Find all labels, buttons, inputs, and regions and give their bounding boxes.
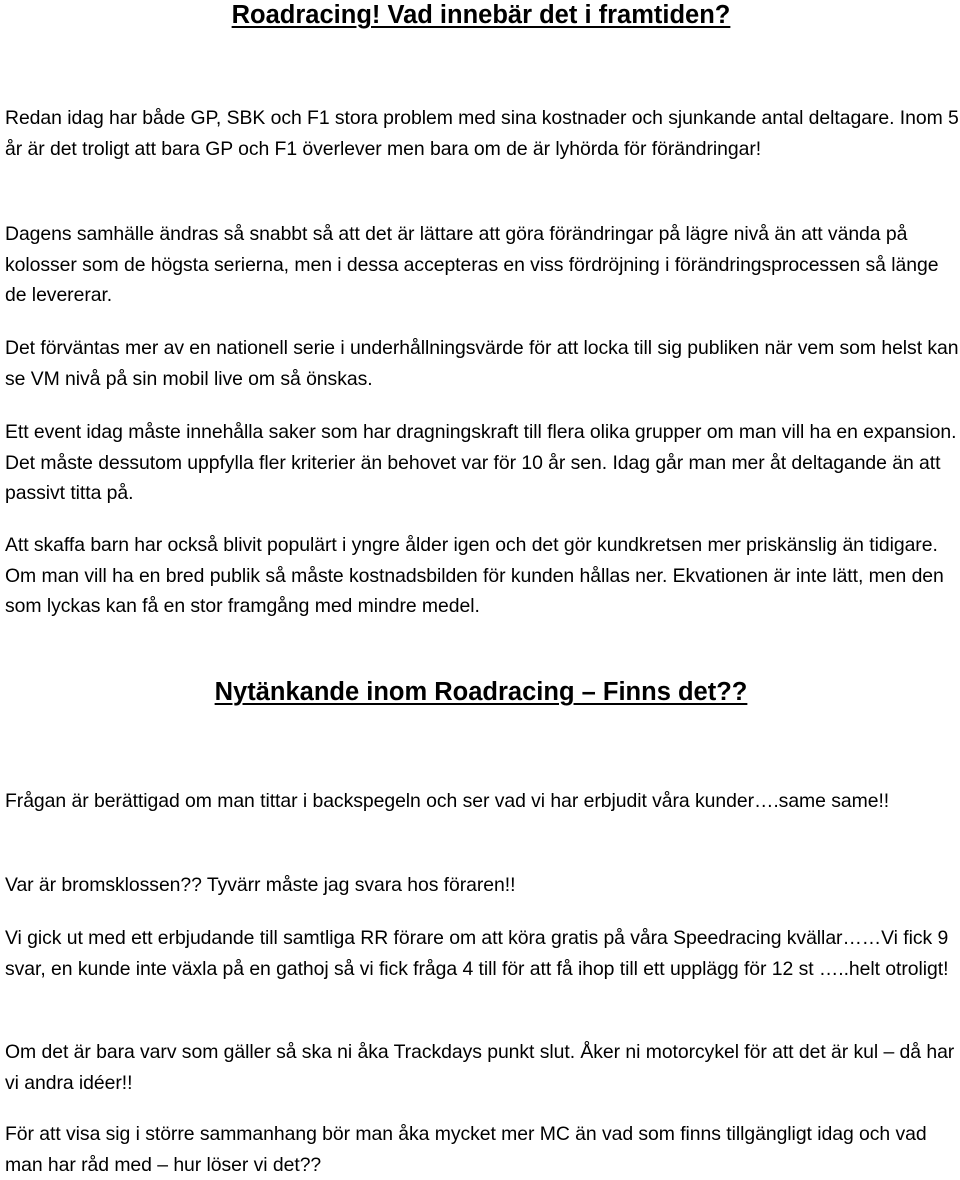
paragraph-7: Var är bromsklossen?? Tyvärr måste jag svara hos föraren!! bbox=[5, 874, 516, 896]
paragraph-6: Frågan är berättigad om man tittar i backspegeln och ser vad vi har erbjudit våra kunder….same same!! bbox=[5, 790, 890, 812]
paragraph-10: För att visa sig i större sammanhang bör man åka mycket mer MC än vad som finns tillgängligt idag och vad man har råd med – hur löser vi det?? bbox=[5, 1123, 927, 1176]
paragraph-2: Dagens samhälle ändras så snabbt så att det är lättare att göra förändringar på lägre nivå än att vända på kolosser som de högsta serierna, men i dessa accepteras en viss fördröjning i förändringsprocessen så länge de levererar. bbox=[5, 223, 939, 306]
section-heading: Nytänkande inom Roadracing – Finns det?? bbox=[214, 678, 748, 706]
paragraph-9: Om det är bara varv som gäller så ska ni åka Trackdays punkt slut. Åker ni motorcykel för att det är kul – då har vi andra idéer!! bbox=[5, 1041, 955, 1094]
paragraph-8: Vi gick ut med ett erbjudande till samtliga RR förare om att köra gratis på våra Speedracing kvällar……Vi fick 9 svar, en kunde inte växla på en gathoj så vi fick fråga 4 till för att få ihop till ett upplägg för 12 st …..helt otroligt! bbox=[5, 927, 949, 980]
paragraph-4: Ett event idag måste innehålla saker som har dragningskraft till flera olika grupper om man vill ha en expansion. Det måste dessutom uppfylla fler kriterier än behovet var för 10 år sen. Idag går man mer åt deltagande än att passivt titta på. bbox=[5, 421, 957, 504]
paragraph-1: Redan idag har både GP, SBK och F1 stora problem med sina kostnader och sjunkande antal deltagare. Inom 5 år är det troligt att bara GP och F1 överlever men bara om de är lyhörda för förändringar! bbox=[5, 107, 959, 160]
paragraph-3: Det förväntas mer av en nationell serie i underhållningsvärde för att locka till sig publiken när vem som helst kan se VM nivå på sin mobil live om så önskas. bbox=[5, 337, 959, 390]
paragraph-5: Att skaffa barn har också blivit populärt i yngre ålder igen och det gör kundkretsen mer priskänslig än tidigare. Om man vill ha en bred publik så måste kostnadsbilden för kunden hållas ner. Ekvationen är inte lätt, men den som lyckas kan få en stor framgång med mindre medel. bbox=[5, 534, 944, 617]
document-title: Roadracing! Vad innebär det i framtiden? bbox=[231, 1, 731, 29]
